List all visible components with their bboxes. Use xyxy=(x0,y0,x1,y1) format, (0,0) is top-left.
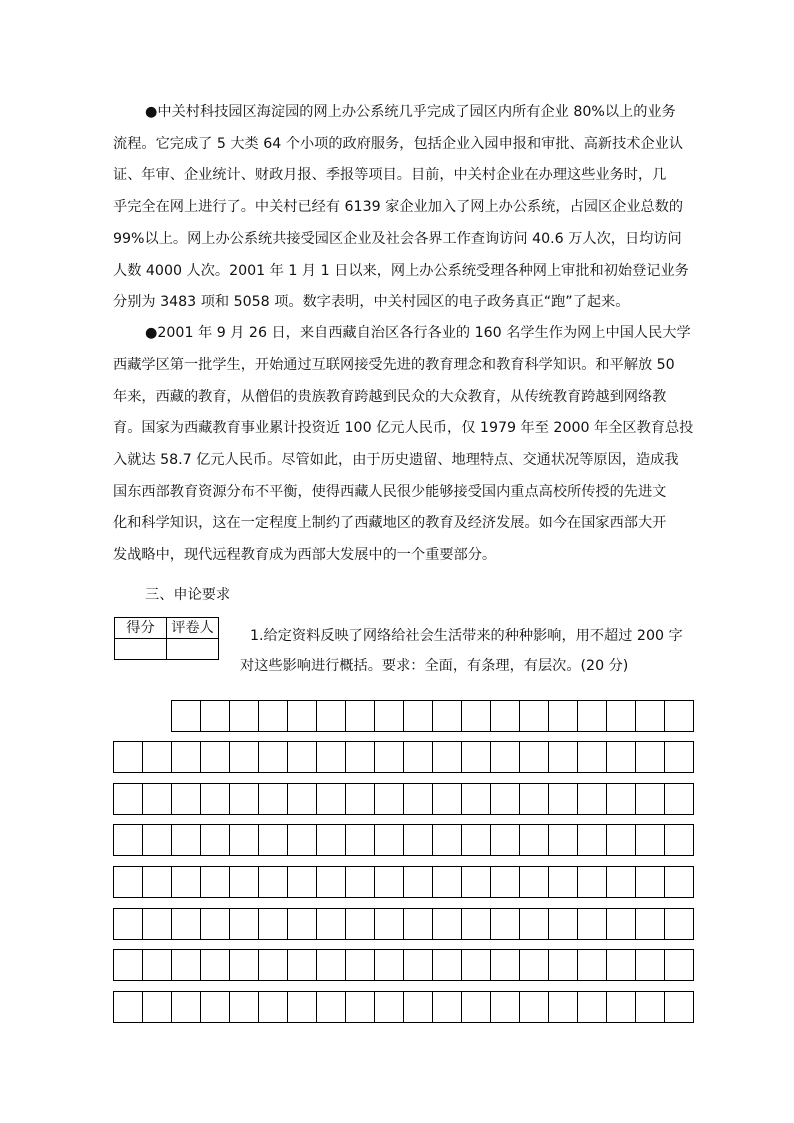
answer-grid-cell[interactable] xyxy=(578,949,607,981)
answer-grid-cell[interactable] xyxy=(346,866,375,898)
answer-grid-cell[interactable] xyxy=(462,700,491,732)
answer-grid-cell[interactable] xyxy=(288,783,317,815)
answer-grid-cell[interactable] xyxy=(317,908,346,940)
answer-grid-cell[interactable] xyxy=(636,908,665,940)
text-line: 发战略中，现代远程教育成为西部大发展中的一个重要部分。 xyxy=(113,547,497,563)
answer-grid-cell[interactable] xyxy=(230,700,259,732)
answer-grid-cell[interactable] xyxy=(607,949,636,981)
answer-grid-cell[interactable] xyxy=(230,866,259,898)
answer-grid-cell[interactable] xyxy=(462,783,491,815)
answer-grid-cell[interactable] xyxy=(433,824,462,856)
text-line: 育。国家为西藏教育事业累计投资近 100 亿元人民币，仅 1979 年至 2000 年全区教育总投 xyxy=(113,420,694,436)
answer-grid-cell[interactable] xyxy=(230,991,259,1023)
answer-grid-cell[interactable] xyxy=(346,991,375,1023)
answer-grid-cell[interactable] xyxy=(346,908,375,940)
answer-grid-cell[interactable] xyxy=(259,700,288,732)
answer-grid-cell[interactable] xyxy=(549,741,578,773)
answer-grid-row xyxy=(113,908,694,940)
answer-grid-cell[interactable] xyxy=(346,741,375,773)
answer-grid-cell[interactable] xyxy=(433,700,462,732)
grader-input-cell[interactable] xyxy=(167,639,219,660)
answer-grid-cell[interactable] xyxy=(578,908,607,940)
answer-grid-cell[interactable] xyxy=(462,866,491,898)
answer-grid-cell[interactable] xyxy=(172,991,201,1023)
answer-grid-cell[interactable] xyxy=(607,866,636,898)
answer-grid-cell[interactable] xyxy=(578,741,607,773)
answer-grid-cell[interactable] xyxy=(317,866,346,898)
text-line: 99%以上。网上办公系统共接受园区企业及社会各界工作查询访问 40.6 万人次，日均访问 xyxy=(113,231,682,247)
answer-grid-cell[interactable] xyxy=(143,866,172,898)
question-text: 1.给定资料反映了网络给社会生活带来的种种影响，用不超过 200 字 xyxy=(250,628,683,644)
answer-grid-cell[interactable] xyxy=(636,824,665,856)
answer-grid-cell[interactable] xyxy=(259,741,288,773)
answer-grid-cell[interactable] xyxy=(259,866,288,898)
answer-grid-cell[interactable] xyxy=(491,824,520,856)
answer-grid-cell[interactable] xyxy=(491,741,520,773)
answer-grid-cell[interactable] xyxy=(346,949,375,981)
answer-grid-row xyxy=(113,783,694,815)
answer-grid-cell[interactable] xyxy=(607,824,636,856)
answer-grid-cell[interactable] xyxy=(375,908,404,940)
answer-grid-cell[interactable] xyxy=(520,783,549,815)
answer-grid-row xyxy=(113,949,694,981)
answer-grid-cell[interactable] xyxy=(520,991,549,1023)
answer-grid-cell[interactable] xyxy=(433,741,462,773)
answer-grid-cell[interactable] xyxy=(317,783,346,815)
answer-grid-cell[interactable] xyxy=(114,908,143,940)
answer-grid-cell[interactable] xyxy=(433,991,462,1023)
answer-grid-cell[interactable] xyxy=(288,908,317,940)
answer-grid-cell[interactable] xyxy=(143,824,172,856)
question-text: 对这些影响进行概括。要求：全面，有条理，有层次。(20 分) xyxy=(240,658,629,674)
answer-grid-cell[interactable] xyxy=(172,824,201,856)
answer-grid-cell[interactable] xyxy=(607,741,636,773)
answer-grid-cell[interactable] xyxy=(520,700,549,732)
answer-grid-cell[interactable] xyxy=(230,824,259,856)
answer-grid-cell[interactable] xyxy=(491,700,520,732)
text-line: 西藏学区第一批学生，开始通过互联网接受先进的教育理念和教育科学知识。和平解放 50 xyxy=(113,357,675,373)
answer-grid-cell[interactable] xyxy=(549,908,578,940)
answer-grid-cell[interactable] xyxy=(201,908,230,940)
text-line: ●中关村科技园区海淀园的网上办公系统几乎完成了园区内所有企业 80%以上的业务 xyxy=(145,104,676,120)
answer-grid-cell[interactable] xyxy=(520,866,549,898)
answer-grid-cell[interactable] xyxy=(201,866,230,898)
answer-grid-cell[interactable] xyxy=(143,783,172,815)
answer-grid-cell[interactable] xyxy=(491,866,520,898)
answer-grid-cell[interactable] xyxy=(143,741,172,773)
answer-grid-cell[interactable] xyxy=(404,866,433,898)
answer-grid-cell[interactable] xyxy=(549,949,578,981)
answer-grid-cell[interactable] xyxy=(114,783,143,815)
answer-grid-cell[interactable] xyxy=(578,700,607,732)
answer-grid-cell[interactable] xyxy=(375,866,404,898)
answer-grid-cell[interactable] xyxy=(375,741,404,773)
answer-grid-row xyxy=(113,824,694,856)
answer-grid-cell[interactable] xyxy=(636,949,665,981)
answer-grid-cell[interactable] xyxy=(665,949,694,981)
answer-grid-cell[interactable] xyxy=(114,824,143,856)
answer-grid-cell[interactable] xyxy=(172,908,201,940)
answer-grid-cell[interactable] xyxy=(462,991,491,1023)
answer-grid-cell[interactable] xyxy=(636,741,665,773)
answer-grid-cell[interactable] xyxy=(404,908,433,940)
answer-grid-cell[interactable] xyxy=(433,908,462,940)
answer-grid-cell[interactable] xyxy=(172,783,201,815)
answer-grid-cell[interactable] xyxy=(172,741,201,773)
grader-label: 评卷人 xyxy=(167,618,219,639)
answer-grid-cell[interactable] xyxy=(230,741,259,773)
answer-grid-cell[interactable] xyxy=(665,741,694,773)
answer-grid-cell[interactable] xyxy=(665,824,694,856)
answer-grid-cell[interactable] xyxy=(172,866,201,898)
answer-grid-cell[interactable] xyxy=(404,991,433,1023)
answer-grid-cell[interactable] xyxy=(462,908,491,940)
score-label: 得分 xyxy=(115,618,167,639)
answer-grid-cell[interactable] xyxy=(549,700,578,732)
text-line: 化和科学知识，这在一定程度上制约了西藏地区的教育及经济发展。如今在国家西部大开 xyxy=(113,515,667,531)
answer-grid-cell[interactable] xyxy=(404,949,433,981)
answer-grid-cell[interactable] xyxy=(520,949,549,981)
answer-grid-cell[interactable] xyxy=(404,700,433,732)
answer-grid-cell[interactable] xyxy=(375,949,404,981)
answer-grid-cell[interactable] xyxy=(491,949,520,981)
answer-grid-cell[interactable] xyxy=(549,783,578,815)
answer-grid-cell[interactable] xyxy=(172,949,201,981)
answer-grid-cell[interactable] xyxy=(404,741,433,773)
answer-grid-cell[interactable] xyxy=(462,741,491,773)
answer-grid-cell[interactable] xyxy=(317,700,346,732)
text-line: 证、年审、企业统计、财政月报、季报等项目。目前，中关村企业在办理这些业务时，几 xyxy=(113,167,667,183)
answer-grid-cell[interactable] xyxy=(636,991,665,1023)
answer-grid-cell[interactable] xyxy=(375,991,404,1023)
answer-grid-cell[interactable] xyxy=(607,908,636,940)
text-line: 分别为 3483 项和 5058 项。数字表明，中关村园区的电子政务真正“跑”了起来。 xyxy=(113,294,630,310)
answer-grid-cell[interactable] xyxy=(259,949,288,981)
answer-grid-cell[interactable] xyxy=(201,949,230,981)
answer-grid-cell[interactable] xyxy=(259,991,288,1023)
answer-grid-cell[interactable] xyxy=(288,866,317,898)
answer-grid-cell[interactable] xyxy=(578,783,607,815)
answer-grid-cell[interactable] xyxy=(636,866,665,898)
score-input-cell[interactable] xyxy=(115,639,167,660)
text-line: 乎完全在网上进行了。中关村已经有 6139 家企业加入了网上办公系统，占园区企业总数的 xyxy=(113,199,684,215)
answer-grid-cell[interactable] xyxy=(665,991,694,1023)
text-line: 国东西部教育资源分布不平衡，使得西藏人民很少能够接受国内重点高校所传授的先进文 xyxy=(113,484,667,500)
answer-grid-cell[interactable] xyxy=(288,741,317,773)
answer-grid-cell[interactable] xyxy=(346,783,375,815)
answer-grid-cell[interactable] xyxy=(114,866,143,898)
answer-grid-cell[interactable] xyxy=(520,824,549,856)
answer-grid-cell[interactable] xyxy=(172,700,201,732)
answer-grid-cell[interactable] xyxy=(491,908,520,940)
answer-grid-cell[interactable] xyxy=(375,824,404,856)
answer-grid-cell[interactable] xyxy=(607,700,636,732)
answer-grid-cell[interactable] xyxy=(578,866,607,898)
answer-grid-cell[interactable] xyxy=(201,991,230,1023)
answer-grid-cell[interactable] xyxy=(433,949,462,981)
answer-grid-cell[interactable] xyxy=(288,949,317,981)
answer-grid-cell[interactable] xyxy=(404,783,433,815)
answer-grid-cell[interactable] xyxy=(259,908,288,940)
answer-grid-cell[interactable] xyxy=(114,949,143,981)
answer-grid-cell[interactable] xyxy=(230,783,259,815)
answer-grid-cell[interactable] xyxy=(549,866,578,898)
answer-grid-cell[interactable] xyxy=(665,700,694,732)
answer-grid-cell[interactable] xyxy=(201,783,230,815)
answer-grid-row xyxy=(113,991,694,1023)
answer-grid-row xyxy=(113,741,694,773)
answer-grid-row xyxy=(113,866,694,898)
answer-grid-cell[interactable] xyxy=(288,824,317,856)
answer-grid-cell[interactable] xyxy=(259,783,288,815)
answer-grid-cell[interactable] xyxy=(317,991,346,1023)
answer-grid-cell[interactable] xyxy=(462,949,491,981)
answer-grid-cell[interactable] xyxy=(201,700,230,732)
answer-grid-cell[interactable] xyxy=(375,700,404,732)
answer-grid-cell[interactable] xyxy=(288,991,317,1023)
answer-grid-cell[interactable] xyxy=(665,783,694,815)
score-table xyxy=(114,617,219,660)
answer-grid-cell[interactable] xyxy=(404,824,433,856)
answer-grid-cell[interactable] xyxy=(201,824,230,856)
answer-grid-cell[interactable] xyxy=(114,741,143,773)
answer-grid-cell[interactable] xyxy=(578,991,607,1023)
answer-grid-cell[interactable] xyxy=(317,824,346,856)
answer-grid-cell[interactable] xyxy=(607,783,636,815)
answer-grid-cell[interactable] xyxy=(259,824,288,856)
answer-grid-cell[interactable] xyxy=(607,991,636,1023)
answer-grid-cell[interactable] xyxy=(143,908,172,940)
text-line: 入就达 58.7 亿元人民币。尽管如此，由于历史遗留、地理特点、交通状况等原因，造成我 xyxy=(113,452,679,468)
answer-grid-cell[interactable] xyxy=(288,700,317,732)
text-line: 流程。它完成了 5 大类 64 个小项的政府服务，包括企业入园申报和审批、高新技术企业认 xyxy=(113,136,684,152)
answer-grid-cell[interactable] xyxy=(143,991,172,1023)
answer-grid-cell[interactable] xyxy=(230,908,259,940)
answer-grid-row xyxy=(171,700,694,732)
answer-grid-cell[interactable] xyxy=(665,908,694,940)
answer-grid-cell[interactable] xyxy=(346,824,375,856)
text-line: 人数 4000 人次。2001 年 1 月 1 日以来，网上办公系统受理各种网上审批和初始登记业务 xyxy=(113,263,689,279)
answer-grid-cell[interactable] xyxy=(636,700,665,732)
answer-grid-cell[interactable] xyxy=(578,824,607,856)
answer-grid-cell[interactable] xyxy=(549,991,578,1023)
answer-grid-cell[interactable] xyxy=(317,949,346,981)
section-heading: 三、申论要求 xyxy=(145,587,231,603)
answer-grid-cell[interactable] xyxy=(520,741,549,773)
answer-grid-cell[interactable] xyxy=(346,700,375,732)
answer-grid-cell[interactable] xyxy=(201,741,230,773)
text-line: ●2001 年 9 月 26 日，来自西藏自治区各行各业的 160 名学生作为网上中国人民大学 xyxy=(145,325,691,341)
answer-grid-cell[interactable] xyxy=(462,824,491,856)
answer-grid-cell[interactable] xyxy=(143,949,172,981)
answer-grid-cell[interactable] xyxy=(375,783,404,815)
answer-grid-cell[interactable] xyxy=(433,783,462,815)
answer-grid-cell[interactable] xyxy=(636,783,665,815)
answer-grid-cell[interactable] xyxy=(520,908,549,940)
answer-grid-cell[interactable] xyxy=(491,991,520,1023)
answer-grid-cell[interactable] xyxy=(230,949,259,981)
text-line: 年来，西藏的教育，从僧侣的贵族教育跨越到民众的大众教育，从传统教育跨越到网络教 xyxy=(113,389,667,405)
answer-grid-cell[interactable] xyxy=(549,824,578,856)
answer-grid-cell[interactable] xyxy=(665,866,694,898)
answer-grid-cell[interactable] xyxy=(317,741,346,773)
answer-grid-cell[interactable] xyxy=(433,866,462,898)
answer-grid-cell[interactable] xyxy=(114,991,143,1023)
answer-grid-cell[interactable] xyxy=(491,783,520,815)
